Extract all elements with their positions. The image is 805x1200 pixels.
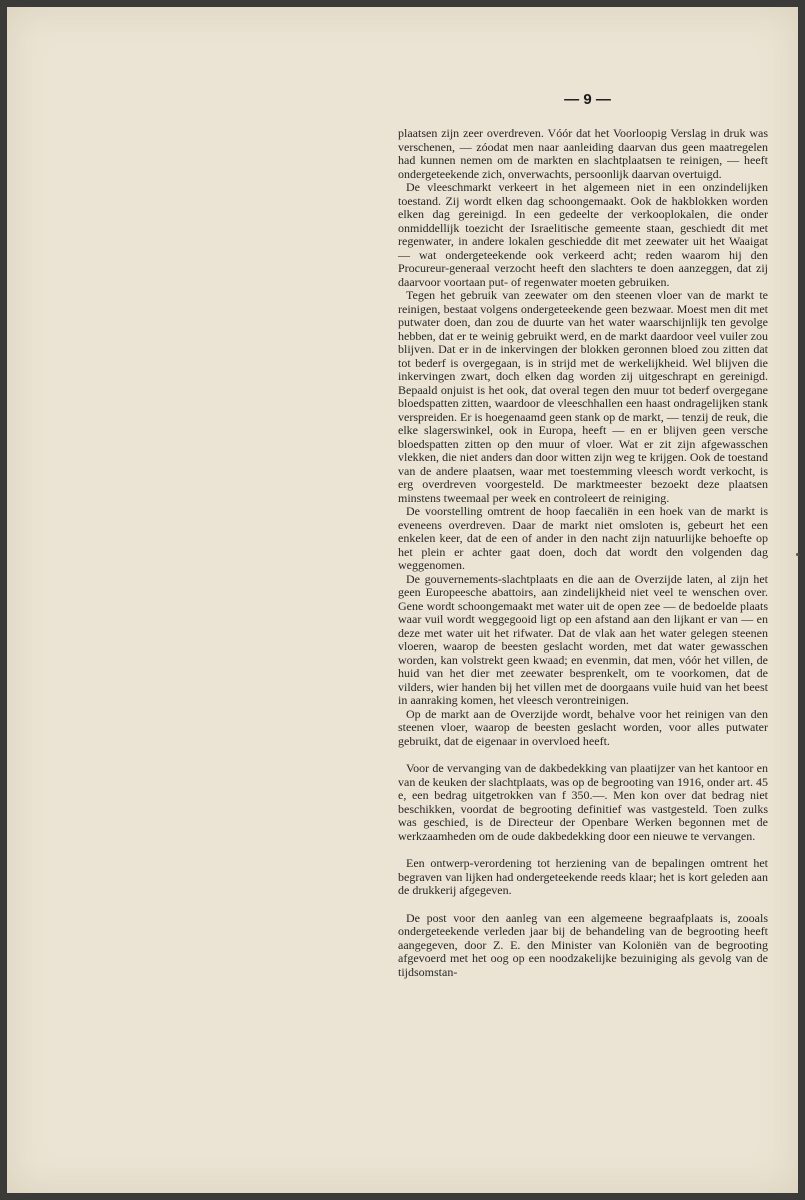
paragraph: De voorstelling omtrent de hoop faecaliën in een hoek van de markt is eveneens overdreven. Daar de markt niet omsloten is, gebeurt het een enkelen keer, dat de een of ander in den nacht zijn natuurlijke behoefte op het plein er achter gaat doen, doch dat wordt den volgenden dag weggenomen. bbox=[398, 504, 768, 572]
document-page bbox=[7, 7, 798, 1193]
paragraph: Voor de vervanging van de dakbedekking van plaatijzer van het kantoor en van de keuken der slachtplaats, was op de begrooting van 1916, onder art. 45 e, een bedrag uitgetrokken van f 350.—. Men kon over dat bedrag niet beschikken, voordat de begrooting definitief was vastgesteld. Toen zulks was geschied, is de Directeur der Openbare Werken begonnen met de werkzaamheden om de oude dakbedekking door een nieuwe te vervangen. bbox=[398, 761, 768, 843]
paragraph: Een ontwerp-verordening tot herziening van de bepalingen omtrent het begraven van lijken had ondergeteekende reeds klaar; het is kort geleden aan de drukkerij afgegeven. bbox=[398, 856, 768, 897]
scan-speck bbox=[796, 553, 799, 556]
paragraph: De post voor den aanleg van een algemeene begraafplaats is, zooals ondergeteekende verleden jaar bij de behandeling van de begrooting heeft aangegeven, door Z. E. den Minister van Koloniën van de begrooting afgevoerd met het oog op een noodzakelijke bezuiniging als gevolg van de tijdsomstan- bbox=[398, 910, 768, 979]
paragraph: plaatsen zijn zeer overdreven. Vóór dat het Voorloopig Verslag in druk was verschenen, — zóodat men naar aanleiding daarvan dus geen maatregelen had kunnen nemen om de markten en slachtplaatsen te reinigen, — heeft ondergeteekende zich, onverwachts, persoonlijk daarvan overtuigd. bbox=[398, 126, 768, 181]
paragraph: De gouvernements-slachtplaats en die aan de Overzijde laten, al zijn het geen Europeesche abattoirs, aan zindelijkheid niet veel te wenschen over. Gene wordt schoongemaakt met water uit de open zee — de bedoelde plaats waar vuil wordt weggegooid ligt op een afstand aan den lijkant er van — en deze met water uit het rifwater. Dat de vlak aan het water gelegen steenen vloeren, waarop de beesten geslacht worden, met dat water gewasschen worden, kan volstrekt geen kwaad; en evenmin, dat men, vóór het villen, de huid van het dier met zeewater besprenkelt, om te voorkomen, dat de vilders, wier handen bij het villen met de doorgaans vuile huid van het beest in aanraking komen, het vleesch verontreinigen. bbox=[398, 571, 768, 707]
text-column bbox=[398, 127, 768, 979]
paragraph: Op de markt aan de Overzijde wordt, behalve voor het reinigen van den steenen vloer, waarop de beesten geslacht worden, voor alles putwater gebruikt, dat de eigenaar in overvloed heeft. bbox=[398, 706, 768, 748]
paragraph: De vleeschmarkt verkeert in het algemeen niet in een onzindelijken toestand. Zij wordt elken dag schoongemaakt. Ook de hakblokken worden elken dag gereinigd. In een gedeelte der verkooplokalen, die onder onmiddellijk toezicht der Israelitische gemeente staan, geschiedt dit met regenwater, in andere lokalen geschiedde dit met zeewater uit het Waaigat — wat ondergeteekende ook verkeerd acht; reden waarom hij den Procureur-generaal verzocht heeft den slachters te doen aanzeggen, dat zij daarvoor voortaan put- of regenwater moeten gebruiken. bbox=[398, 180, 768, 289]
paragraph: Tegen het gebruik van zeewater om den steenen vloer van de markt te reinigen, bestaat volgens ondergeteekende geen bezwaar. Moest men dit met putwater doen, dan zou de duurte van het water waarschijnlijk ten gevolge hebben, dat er te weinig gebruikt werd, en de markt daardoor veel vuiler zou blijven. Dat er in de inkervingen der blokken geronnen bloed zou zitten dat tot bederf is overgegaan, is in strijd met de werkelijkheid. Wel blijven die inkervingen zwart, doch elken dag worden zij uitgeschrapt en gereinigd. Bepaald onjuist is het ook, dat overal tegen den muur tot bederf overgegane bloedspatten zitten, waardoor de vleeschhallen een haast ondragelijken stank verspreiden. Er is hoegenaamd geen stank op de markt, — tenzij de reuk, die elke slagerswinkel, ook in Europa, heeft — en er blijven geen versche bloedspatten zitten op den muur of vloer. Wat er zit zijn afgewasschen vlekken, die niet anders dan door witten zijn weg te krijgen. Ook de toestand van de andere plaatsen, waar met toestemming vleesch wordt verkocht, is erg overdreven voorgesteld. De marktmeester bezoekt deze plaatsen minstens tweemaal per week en controleert de reiniging. bbox=[398, 288, 768, 505]
page-number: — 9 — bbox=[564, 91, 611, 108]
